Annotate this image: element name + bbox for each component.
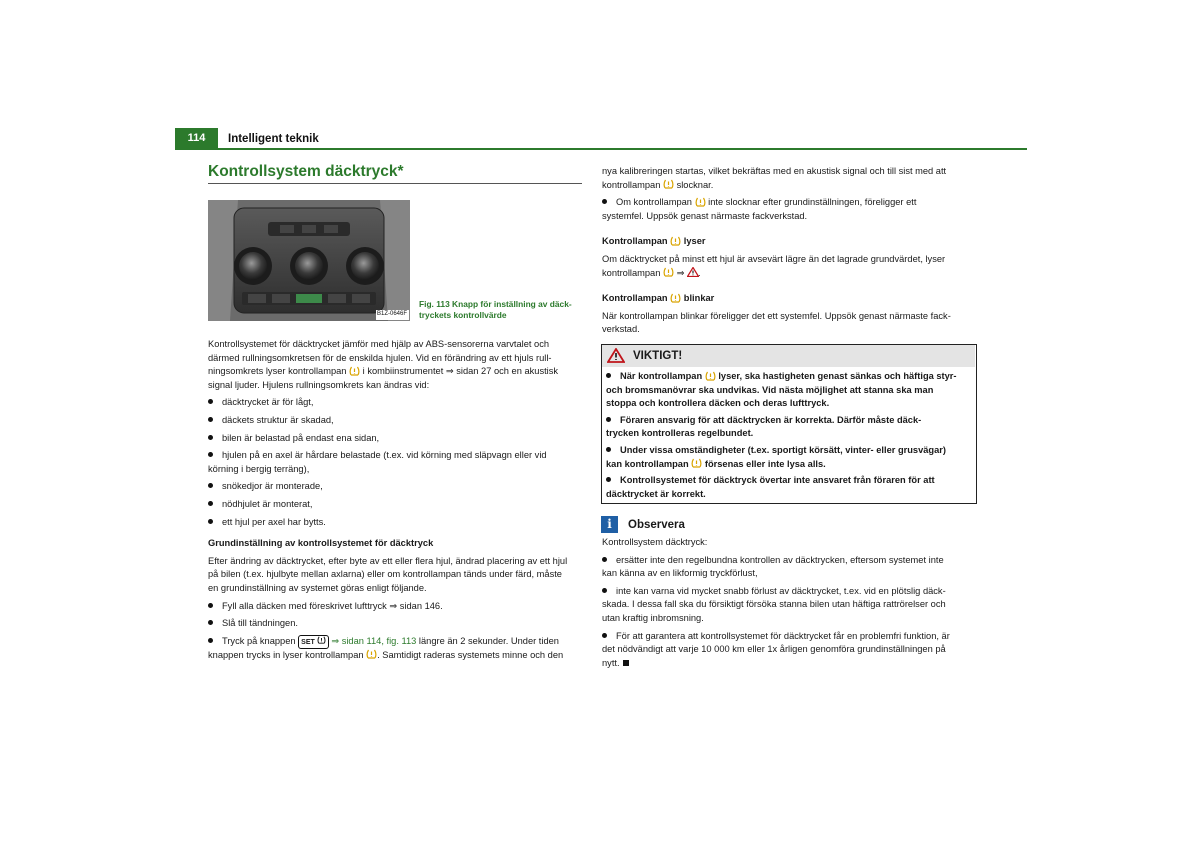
step-item: Tryck på knappen SET ⇒ sidan 114, fig. 113 längre än 2 sekunder. Under tiden — [208, 635, 584, 649]
warning-item: När kontrollampan lyser, ska hastigheten genast sänkas och häftiga styr- och bromsmanövrar ska undvikas. Vid nästa möjlighet att stanna ska man stoppa och kontrollera däcken och deras lufttryck. — [606, 371, 957, 409]
tire-pressure-lamp-icon — [670, 293, 681, 303]
list-item: ett hjul per axel har bytts. — [208, 516, 584, 530]
tire-pressure-lamp-icon — [663, 267, 674, 277]
bullet-icon — [208, 519, 213, 524]
list-item: ersätter inte den regelbundna kontrollen av däcktrycken, eftersom systemet inte — [602, 554, 978, 568]
warning-triangle-icon — [607, 348, 625, 368]
header-rule — [175, 148, 1027, 150]
list-item: nödhjulet är monterat, — [208, 498, 584, 512]
figure-code: B1Z-0646F — [377, 311, 408, 317]
tire-pressure-lamp-icon — [670, 236, 681, 246]
list-item-cont: nytt. — [602, 657, 978, 671]
warning-title: VIKTIGT! — [633, 350, 683, 362]
list-item: däckets struktur är skadad, — [208, 414, 584, 428]
bullet-icon — [208, 603, 213, 608]
bullet-icon — [606, 447, 611, 452]
warning-item: Kontrollsystemet för däcktryck övertar inte ansvaret från föraren för att däcktrycket är korrekt. — [606, 475, 935, 499]
figure-link[interactable]: ⇒ sidan 114, fig. 113 — [331, 635, 417, 646]
bullet-icon — [606, 417, 611, 422]
section-rule — [208, 183, 582, 184]
figure-caption: Fig. 113 Knapp för inställning av däck- tryckets kontrollvärde — [419, 299, 572, 320]
list-item-cont: systemfel. Uppsök genast närmaste fackverkstad. — [602, 210, 808, 221]
para-line: kontrollampan slocknar. — [602, 179, 714, 190]
warning-item: Föraren ansvarig för att däcktrycken är korrekta. Därför måste däck- trycken kontrolleras regelbundet. — [606, 414, 922, 439]
sub-heading-lyser: Kontrollampan lyser — [602, 236, 706, 247]
right-column — [602, 165, 978, 337]
para-line: nya kalibreringen startas, vilket bekräftas med en akustisk signal och till sist med att — [602, 166, 947, 176]
step-item: Fyll alla däcken med föreskrivet lufttryck ⇒ sidan 146. — [208, 600, 584, 614]
tire-pressure-lamp-icon — [705, 371, 716, 381]
info-icon: i — [601, 516, 618, 533]
bullet-icon — [208, 483, 213, 488]
chapter-title: Intelligent teknik — [228, 133, 319, 145]
bullet-icon — [606, 477, 611, 482]
intro-line: signal ljuder. Hjulens rullningsomkrets kan ändras vid: — [208, 379, 430, 390]
warning-item: Under vissa omständigheter (t.ex. sportigt körsätt, vinter- eller grusvägar) kan kontrollampan försenas eller inte lysa alls. — [606, 444, 946, 469]
observera-body — [602, 536, 978, 670]
tire-pressure-lamp-icon — [663, 179, 674, 189]
bullet-icon — [208, 638, 213, 643]
list-item: bilen är belastad på endast ena sidan, — [208, 432, 584, 446]
bullet-icon — [208, 435, 213, 440]
sub-heading-blinkar: Kontrollampan blinkar — [602, 293, 715, 304]
warning-triangle-icon — [687, 267, 698, 277]
bullet-icon — [602, 199, 607, 204]
bullet-icon — [602, 633, 607, 638]
bullet-icon — [208, 399, 213, 404]
tire-pressure-lamp-icon — [691, 458, 702, 468]
list-item: Om kontrollampan inte slocknar efter grundinställningen, föreligger ett — [602, 196, 978, 210]
intro-line: därmed rullningsomkretsen för de enskilda hjulen. Vid en förändring av ett hjuls rull- — [208, 352, 552, 363]
bullet-icon — [602, 588, 607, 593]
list-item-cont: utan kraftig inbromsning. — [602, 612, 704, 623]
warning-body — [606, 370, 974, 504]
para-line: verkstad. — [602, 324, 640, 335]
list-item: däcktrycket är för lågt, — [208, 396, 584, 410]
tire-pressure-lamp-icon — [349, 366, 360, 376]
para-line: Efter ändring av däcktrycket, efter byte av ett eller flera hjul, ändrad placering av ett hjul — [208, 555, 568, 566]
list-item: inte kan varna vid mycket snabb förlust av däcktrycket, t.ex. vid en plötslig däck- — [602, 585, 978, 599]
left-column — [208, 338, 584, 662]
bullet-icon — [602, 557, 607, 562]
list-item-cont: skada. I dessa fall ska du försiktigt försöka stanna bilen utan häftiga rattrörelser och — [602, 599, 946, 610]
page-number: 114 — [175, 128, 218, 149]
set-key-icon: SET — [298, 635, 329, 649]
figure-climate-panel — [208, 200, 410, 321]
bullet-icon — [208, 620, 213, 625]
step-item: Slå till tändningen. — [208, 617, 584, 631]
step-item-cont: knappen trycks in lyser kontrollampan . Samtidigt raderas systemets minne och den — [208, 649, 564, 660]
intro-line: Kontrollsystemet för däcktrycket jämför med hjälp av ABS-sensorerna varvtalet och — [208, 339, 550, 349]
para-line: När kontrollampan blinkar föreligger det ett systemfel. Uppsök genast närmaste fack- — [602, 310, 951, 321]
list-item-cont: det nödvändigt att varje 10 000 km eller 1x årligen genomföra grundinställningen på — [602, 644, 946, 655]
bullet-icon — [208, 501, 213, 506]
bullet-icon — [208, 452, 213, 457]
list-item: hjulen på en axel är hårdare belastade (t.ex. vid körning med släpvagn eller vid — [208, 449, 584, 463]
para-line: en grundinställning av systemet göras enligt följande. — [208, 582, 427, 593]
list-item: snökedjor är monterade, — [208, 480, 584, 494]
para-line: Kontrollsystem däcktryck: — [602, 537, 708, 547]
list-item: För att garantera att kontrollsystemet för däcktrycket får en problemfri funktion, är — [602, 630, 978, 644]
climate-panel-illustration — [208, 200, 410, 321]
para-line: på bilen (t.ex. hjulbyte mellan axlarna) eller om kontrollampan tänds under färd, måste — [208, 569, 562, 580]
list-item-cont: kan känna av en likformig tryckförlust, — [602, 568, 758, 579]
intro-line: ningsomkrets lyser kontrollampan i kombiinstrumentet ⇒ sidan 27 och en akustisk — [208, 366, 559, 377]
sub-heading: Grundinställning av kontrollsystemet för däcktryck — [208, 538, 434, 549]
observera-title: Observera — [628, 519, 685, 531]
tire-pressure-lamp-icon — [695, 197, 706, 207]
para-line: kontrollampan ⇒ . — [602, 267, 701, 278]
section-title: Kontrollsystem däcktryck* — [208, 163, 404, 180]
list-item-cont: körning i bergig terräng), — [208, 463, 310, 474]
bullet-icon — [606, 373, 611, 378]
tire-pressure-lamp-icon — [366, 649, 377, 659]
end-square-icon — [623, 660, 629, 666]
bullet-icon — [208, 417, 213, 422]
para-line: Om däcktrycket på minst ett hjul är avsevärt lägre än det lagrade grundvärdet, lyser — [602, 253, 946, 264]
